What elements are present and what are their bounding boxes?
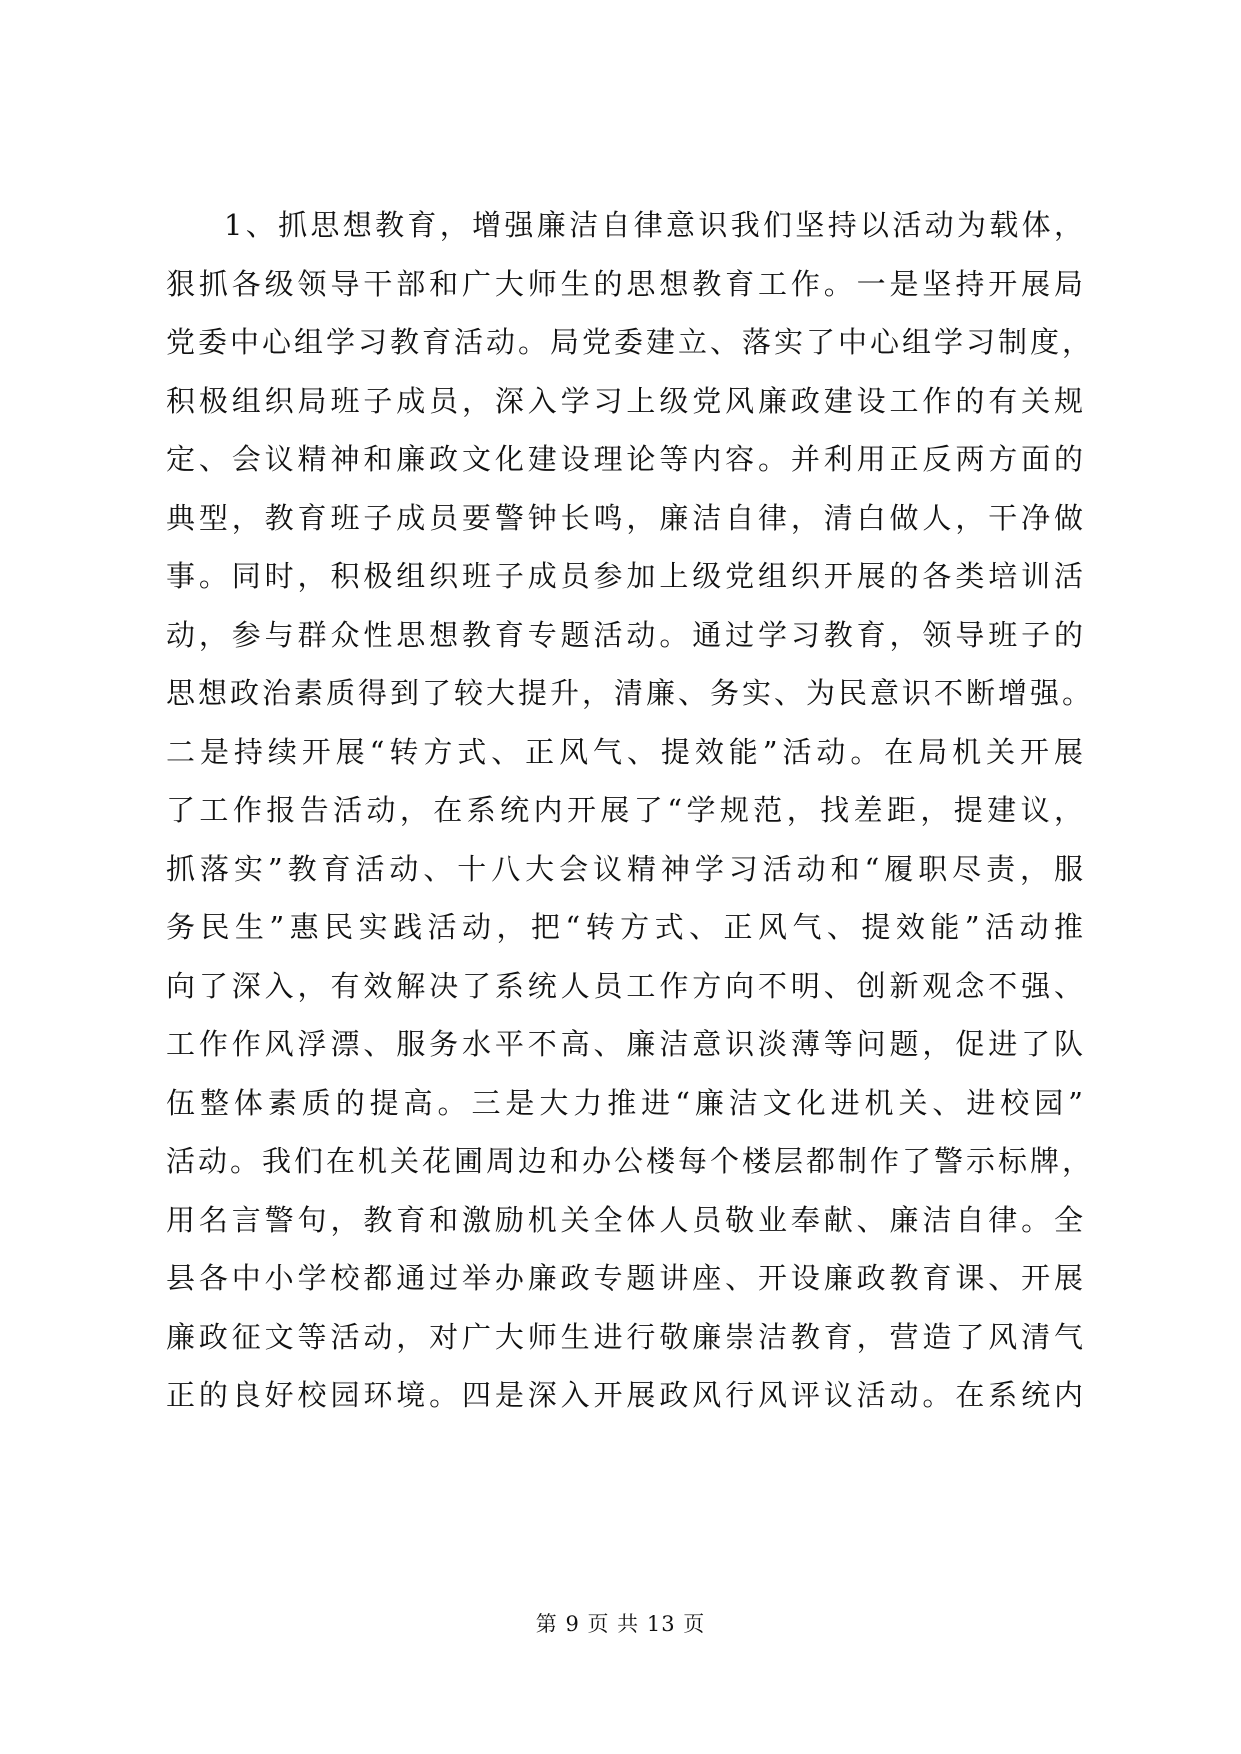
text-line: 典型，教育班子成员要警钟长鸣，廉洁自律，清白做人，干净做 xyxy=(166,500,1086,535)
text-line: 定、会议精神和廉政文化建设理论等内容。并利用正反两方面的 xyxy=(166,442,1086,476)
text-line: 党委中心组学习教育活动。局党委建立、落实了中心组学习制度， xyxy=(166,325,1095,359)
text-line: 活动。我们在机关花圃周边和办公楼每个楼层都制作了警示标牌， xyxy=(166,1144,1095,1178)
page-number-footer: 第 9 页 共 13 页 xyxy=(535,1612,706,1636)
text-line: 1、抓思想教育，增强廉洁自律意识我们坚持以活动为载体， xyxy=(224,208,1086,242)
text-line: 用名言警句，教育和激励机关全体人员敬业奉献、廉洁自律。全 xyxy=(166,1202,1086,1237)
text-line: 动，参与群众性思想教育专题活动。通过学习教育，领导班子的 xyxy=(166,617,1086,652)
text-line: 务民生”惠民实践活动，把“转方式、正风气、提效能”活动推 xyxy=(166,910,1086,944)
text-line: 二是持续开展“转方式、正风气、提效能”活动。在局机关开展 xyxy=(166,734,1086,769)
text-line: 抓落实”教育活动、十八大会议精神学习活动和“履职尽责，服 xyxy=(166,851,1086,886)
text-line: 积极组织局班子成员，深入学习上级党风廉政建设工作的有关规 xyxy=(166,383,1086,418)
text-line: 廉政征文等活动，对广大师生进行敬廉崇洁教育，营造了风清气 xyxy=(166,1319,1086,1354)
text-line: 了工作报告活动，在系统内开展了“学规范，找差距，提建议， xyxy=(166,793,1086,827)
text-line: 工作作风浮漂、服务水平不高、廉洁意识淡薄等问题，促进了队 xyxy=(166,1027,1086,1061)
text-line: 向了深入，有效解决了系统人员工作方向不明、创新观念不强、 xyxy=(166,968,1086,1003)
text-line: 狠抓各级领导干部和广大师生的思想教育工作。一是坚持开展局 xyxy=(166,266,1086,301)
text-line: 思想政治素质得到了较大提升，清廉、务实、为民意识不断增强。 xyxy=(166,676,1095,710)
text-line: 伍整体素质的提高。三是大力推进“廉洁文化进机关、进校园” xyxy=(166,1085,1086,1120)
body-paragraph xyxy=(166,196,1095,1425)
text-line: 县各中小学校都通过举办廉政专题讲座、开设廉政教育课、开展 xyxy=(166,1261,1086,1295)
text-line: 事。同时，积极组织班子成员参加上级党组织开展的各类培训活 xyxy=(166,559,1086,593)
text-line: 正的良好校园环境。四是深入开展政风行风评议活动。在系统内 xyxy=(166,1378,1086,1412)
